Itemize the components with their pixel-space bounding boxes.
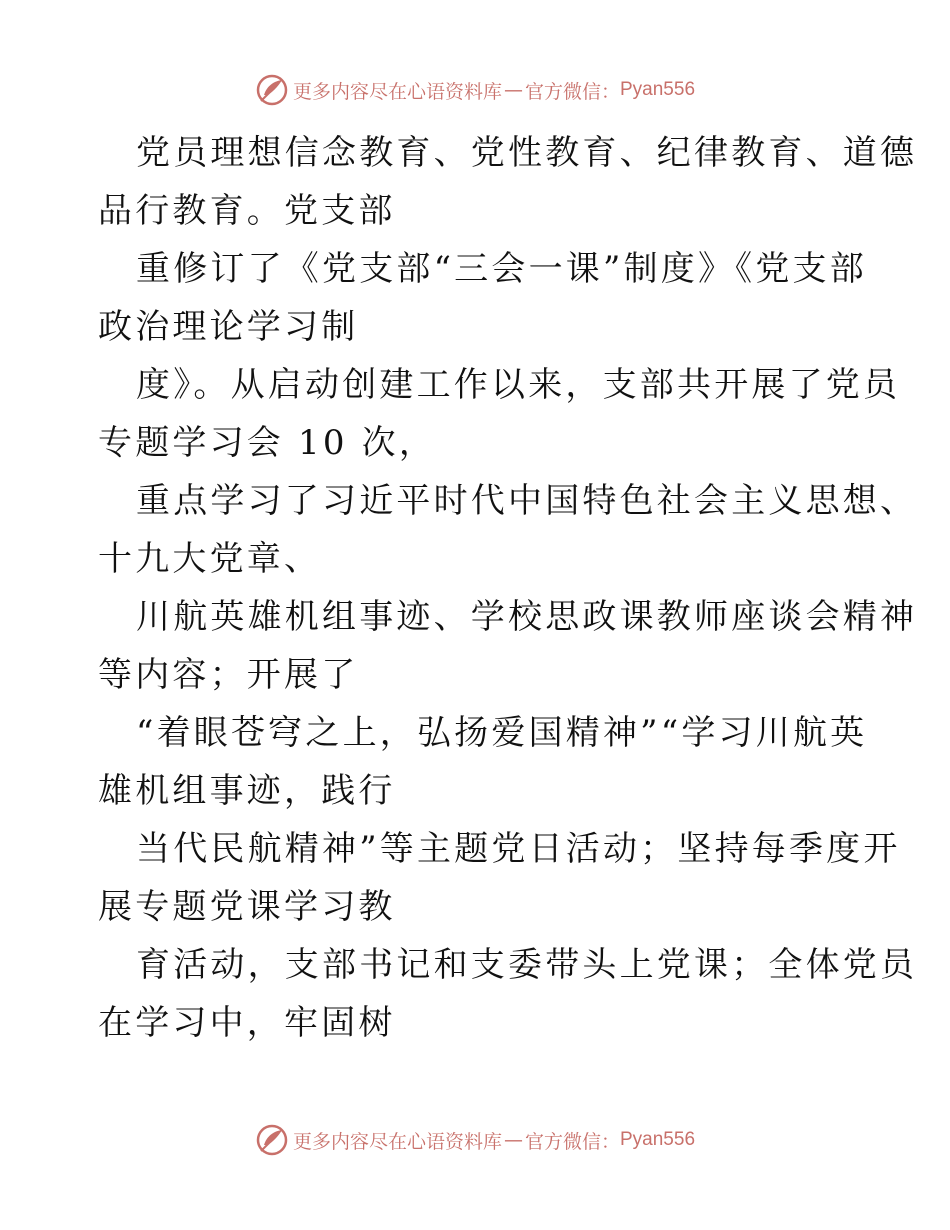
watermark-brand: 更多内容尽在心语资料库 (292, 1130, 502, 1153)
footer-watermark (0, 1120, 950, 1160)
watermark-wechat-id: Pyan556 (620, 79, 696, 100)
text-line: “着眼苍穹之上，弘扬爱国精神”“学习川航英 (136, 713, 868, 753)
text-line: 专题学习会 10 次， (98, 423, 437, 463)
watermark-brand: 更多内容尽在心语资料库 (292, 80, 502, 103)
header-watermark (0, 70, 950, 110)
document-body (98, 124, 918, 1052)
watermark-wechat-label: 官方微信： (524, 1130, 620, 1153)
text-line: 雄机组事迹，践行 (98, 771, 396, 811)
logo-icon (255, 1123, 289, 1157)
text-line: 党员理想信念教育、党性教育、纪律教育、道德 (136, 133, 918, 173)
text-line: 在学习中，牢固树 (98, 1003, 396, 1043)
watermark-wechat-id: Pyan556 (620, 1129, 696, 1150)
watermark-separator: — (503, 1129, 523, 1151)
text-line: 重点学习了习近平时代中国特色社会主义思想、 (136, 481, 918, 521)
text-line: 等内容；开展了 (98, 655, 359, 695)
text-line: 川航英雄机组事迹、学校思政课教师座谈会精神 (136, 597, 918, 637)
text-line: 育活动，支部书记和支委带头上党课；全体党员 (136, 945, 918, 985)
watermark-separator: — (503, 79, 523, 101)
text-line: 展专题党课学习教 (98, 887, 396, 927)
watermark-wechat-label: 官方微信： (524, 80, 620, 103)
text-line: 品行教育。党支部 (98, 191, 396, 231)
text-line: 当代民航精神”等主题党日活动；坚持每季度开 (136, 829, 901, 869)
text-line: 政治理论学习制 (98, 307, 359, 347)
text-line: 重修订了《党支部“三会一课”制度》《党支部 (136, 249, 867, 289)
logo-icon (255, 73, 289, 107)
text-line: 十九大党章、 (98, 539, 322, 579)
text-line: 度》。从启动创建工作以来，支部共开展了党员 (136, 365, 901, 405)
